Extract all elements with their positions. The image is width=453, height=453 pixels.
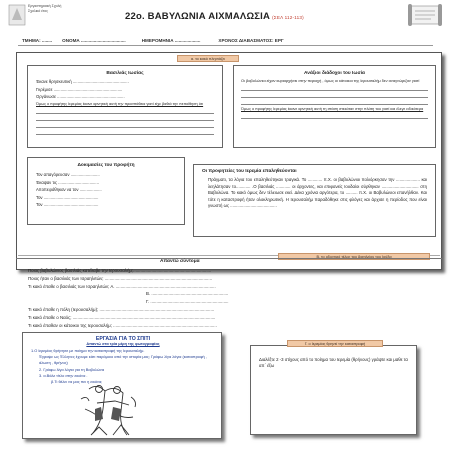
answer-line[interactable] [36, 107, 214, 114]
page-reference: (ΣΕΛ 112-113) [272, 15, 304, 20]
school-line: Εργαστηριακή Σχολή [28, 4, 62, 8]
question-line[interactable]: Τι κακό έπαθαν οι κάτοικοι της Ιερουσαλήμ; ..................................................................................... [28, 322, 217, 328]
school-line: Σχολικό έτος [28, 8, 48, 13]
prophet-line: Τον απαγόρευσαν ......................... [36, 172, 100, 177]
question-line[interactable]: Γ. ................................................................ [146, 299, 229, 305]
kings-title: Βασιλιάς Ιωσίας [106, 71, 144, 76]
question-line[interactable]: Τι κακό έπαθε ο Ναός; ..................................................................................................................... [28, 314, 216, 320]
question-line[interactable]: Ποιος ήταν ο βασιλιάς των Ισραηλιτών; ........................................................................................ [28, 275, 213, 281]
kings-note: Όμως ο προφήτης Ιερεμίας έκανε αρνητική αυτή την προσπάθεια γιατί είχε βαθιά την πεποίθηση ότι [36, 101, 204, 106]
question-line[interactable]: Τι κακό έπαθε η πόλη (Ιερουσαλήμ); .............................................................................................. [28, 306, 215, 312]
captives-illustration [75, 379, 145, 439]
lament-instructions: Διαλέξτε 2 -3 στίχους από το ποίημα του Ιερεμία (θρήνους) γράψτε και μαθε τα απ΄ έξω [259, 357, 408, 369]
successors-title: Ανάξιοι διάδοχοι του Ιωσία [303, 71, 366, 76]
homework-title: ΕΡΓΑΣΙΑ ΓΙΑ ΤΟ ΣΠΙΤΙ [95, 336, 151, 342]
reading-time-field[interactable]: ΧΡΟΝΟΣ ΔΙΑΒΑΣΜΑΤΟΣ: ΕΡΓ [218, 38, 284, 43]
prophecies-panel [193, 164, 436, 237]
answer-line[interactable] [241, 84, 428, 91]
question-line[interactable]: Ποιος βαβυλώνιος βασιλιάς κατέλαβε την Ιερουσαλήμ;................................................................ [28, 268, 212, 273]
section-a-box [16, 52, 442, 270]
successors-intro: Οι βαβυλώνιοι είχαν κυριαρχήσει στην περιοχή , όμως οι κάτοικοι της Ιερουσαλήμ δεν αναγνώριζαν γιατί [241, 78, 420, 83]
kings-line: Οργάνωσε .......................................................... [36, 94, 125, 99]
school-logo [6, 2, 28, 28]
prophet-trials-panel [27, 157, 185, 225]
prophecies-text: Πράγματι, τα λόγια του επαληθεύτηκαν τραγικά. Το ............ π.Χ. οι βαβυλώνιοι πολιόρκησαν την .................... και λεηλάτησαν το............ .Ο βασιλιάς ............ οι άρχοντες, και επιφανείς Ιουδαίοι σύρθηκαν ............................... στη Βαβυλώνα. Το κακό όμως δεν τέλειωσε εκεί. Δέκα χρόνια αργότερα, το .......... π.Χ. οι Βαβυλώνιοι επανήλθαν. Και τότε η καταστροφή ήταν ολοκληρωτική. Η Ιερουσαλήμ παραδόθηκε στις φλόγες και άρχισε η περίοδος που είναι γνωστή ως ....................................... [208, 177, 427, 209]
student-info-row [22, 38, 432, 43]
kings-line: Έκανε θρησκευτική ................................................ [36, 79, 129, 84]
answer-line[interactable] [241, 98, 428, 105]
prophet-line: Έκαψαν τις ................................... [36, 179, 99, 185]
homework-item: β.Τι θέλει να μας πει η εικόνα; [51, 379, 103, 385]
homework-item: 1.Ο Ιερεμίας θρήνησε με ποίημα την καταστροφή της Ιερουσαλήμ. [31, 348, 145, 353]
prophecies-title: Οι προφητείες του Ιερεμία επαληθεύονται [202, 169, 297, 174]
title-text: 22ο. ΒΑΒΥΛΩΝΙΑ ΑΙΧΜΑΛΩΣΙΑ [125, 11, 271, 22]
section-b-tag: Β. το οδυνηρό τέλος του βασιλείου του Ιούδα [278, 253, 430, 260]
homework-item: 3. α.Βάλε τίτλο στην εικόνα . [39, 372, 88, 378]
prophet-line: Τον ............................................... [36, 202, 99, 207]
prophet-title: Δοκιμασίες του προφήτη [77, 163, 135, 168]
section-a-tag: α. το κακό πλησιάζει [177, 55, 239, 62]
header-divider [18, 45, 433, 46]
homework-subtitle: Απαντώ στα τρία μέρη της φωτογραφίας [86, 342, 160, 346]
prophet-line: Αποπειράθηκαν να τον ................... [36, 187, 102, 192]
class-field[interactable]: ΤΜΗΜΑ: ........ [22, 38, 53, 43]
homework-item: Έγραψε ως Έλληνες έχουμε κάτι παρόμοιο από την ιστορία μας; Γράφω λίγα λόγια (καταστροφή , άλωση , θρήνος) [39, 354, 207, 366]
homework-item: 2. Γράφω λίγα λόγια για τη Βαβυλώνα [39, 366, 105, 372]
scroll-illustration [405, 2, 445, 28]
kings-line: Γκρέμισε ........................................................... [36, 86, 123, 92]
answer-line[interactable] [36, 114, 214, 121]
answer-line[interactable] [241, 91, 428, 98]
successors-note: Όμως ο προφήτης Ιερεμίας έκανε αρνητική αυτή τη στάση στεκόταν στην πλάτη του γιατί και έλεγε ειδικότερα [241, 106, 424, 111]
school-info [28, 4, 98, 13]
worksheet-title [125, 11, 304, 22]
kings-panel [27, 65, 223, 148]
short-answer-questions [28, 267, 438, 329]
question-line[interactable]: Β. ............................................................... [146, 291, 229, 297]
question-line[interactable]: Τι κακό έπαθε ο βασιλιάς των Ισραηλιτών; Α. .................................................................................. [28, 283, 216, 289]
name-field[interactable]: ΟΝΟΜΑ ................................... [62, 38, 126, 43]
lament-box [250, 342, 417, 435]
section-c-tag: Γ. ο Ιερεμίας θρηνεί την καταστροφή [287, 340, 383, 347]
date-field[interactable]: ΗΜΕΡΟΜΗΝΙΑ .................... [141, 38, 201, 43]
short-answer-title: Απαντώ σύντομα [160, 259, 200, 264]
answer-line[interactable] [241, 112, 428, 119]
successors-panel [233, 65, 436, 148]
answer-line[interactable] [36, 128, 214, 135]
homework-box [22, 332, 222, 439]
prophet-line: Τον ............................................... [36, 194, 99, 200]
answer-line[interactable] [36, 121, 214, 128]
